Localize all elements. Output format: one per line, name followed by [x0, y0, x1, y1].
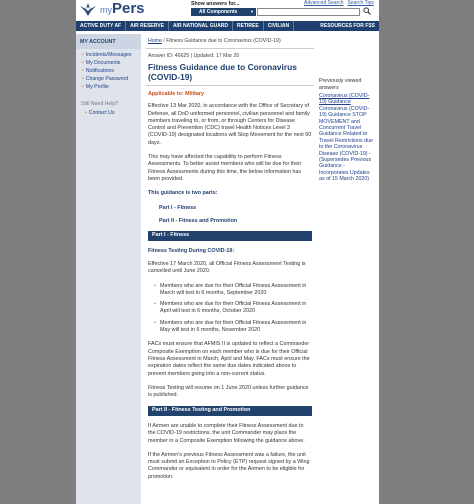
applicable-to: Applicable to: Military	[148, 91, 205, 97]
paragraph: FACs must ensure that AFMIS II is updated to reflect a Commander Composite Exemption on each member who is due for their Official Fitness Assessment in March, April and May. FACs must ensure the expiration dates reflect the same due dates indicated above to prevent members going into a non-current status.	[148, 341, 310, 377]
breadcrumb-home[interactable]: Home	[148, 38, 162, 44]
toc-part2-link[interactable]: Part II - Fitness and Promotion	[159, 217, 238, 224]
bullet-icon: •	[82, 52, 84, 58]
my-account-title: MY ACCOUNT	[76, 34, 141, 49]
sidebar-item-change-password[interactable]	[82, 75, 138, 83]
sidebar-item-notifications[interactable]	[82, 67, 138, 75]
paragraph: Fitness Testing will resume on 1 June 2020 unless further guidance is published.	[148, 384, 309, 399]
search-links	[304, 0, 378, 6]
nav-air-reserve[interactable]: AIR RESERVE	[126, 21, 169, 31]
part1-subheading: Fitness Testing During COVID-19:	[148, 247, 235, 254]
sidebar-item-label: My Profile	[85, 84, 109, 90]
account-links	[76, 49, 141, 91]
page-container	[76, 0, 379, 504]
search-scope-value: All Components	[199, 9, 238, 15]
nav-retiree[interactable]: RETIREE	[233, 21, 264, 31]
answer-meta: Answer ID: 46625 | Updated: 17 Mar 20	[148, 53, 240, 59]
answer-body	[146, 86, 314, 481]
paragraph: If the Airmen's previous Fitness Assessment was a failure, the unit must submit an Exception to Policy (ETP) request signed by a Wing Commander or equivalent in order for the Airmen to be eligible for promotion.	[148, 451, 310, 480]
paragraph: Effective 17 March 2020, all Official Fitness Assessment Testing is cancelled until June 2020.	[148, 260, 306, 275]
bullet-icon: •	[82, 68, 84, 74]
sidebar-item-label: My Documents	[85, 60, 121, 66]
search-icon[interactable]	[361, 7, 372, 17]
list-item: • Members who are due for their Official Fitness Assessment in March will test in 6 months, September 2020	[160, 283, 312, 298]
nav-air-national-guard[interactable]: AIR NATIONAL GUARD	[169, 21, 233, 31]
previously-viewed-title: Previously viewed answers	[319, 78, 362, 91]
bullet-icon: •	[85, 110, 87, 116]
air-force-wings-icon[interactable]	[78, 0, 98, 18]
nav-active-duty[interactable]: ACTIVE DUTY AF	[76, 21, 126, 31]
list-item: • Members who are due for their Official Fitness Assessment in April will test in 6 months, October 2020	[160, 301, 312, 316]
parts-intro: This guidance is two parts:	[148, 190, 218, 197]
answer-main	[146, 36, 314, 504]
previously-viewed-panel	[319, 78, 375, 183]
part1-header: Part I - Fitness	[148, 231, 312, 241]
top-header	[76, 0, 379, 21]
contact-label: Contact Us	[88, 110, 115, 116]
search-scope-label: Show answers for...	[191, 1, 240, 7]
bullet-icon: •	[82, 76, 84, 82]
contact-us-link[interactable]	[76, 109, 141, 117]
search-scope-select[interactable]	[191, 8, 256, 16]
sidebar-item-label: Incidents/Messages	[85, 52, 132, 58]
bullet-icon: •	[82, 84, 84, 90]
nav-resources-fss[interactable]: RESOURCES FOR FSS	[320, 23, 375, 29]
paragraph: If Airmen are unable to complete their Fitness Assessment due to the COVID-19 restrictions, the unit Commander may place the member in a Composite Exemption following the guidance above.	[148, 422, 305, 444]
sidebar-item-documents[interactable]	[82, 59, 138, 67]
main-nav	[76, 21, 379, 31]
toc-part1-link[interactable]: Part I - Fitness	[159, 204, 197, 211]
advanced-search-link[interactable]: Advanced Search	[304, 0, 344, 6]
sidebar-item-label: Change Password	[85, 76, 129, 82]
previously-viewed-list	[319, 93, 375, 183]
breadcrumb	[146, 36, 314, 49]
search-tips-link[interactable]: Search Tips	[347, 0, 374, 6]
logo-name: Pers	[112, 0, 145, 17]
logo-prefix: my	[100, 5, 112, 15]
sidebar-item-incidents[interactable]	[82, 51, 138, 59]
previously-viewed-link[interactable]: Coronavirus (COVID-19) Guidance STOP MOVEMENT and Concurrent Travel Guidance Related to Travel Restrictions due to the Coronavirus Disease (COVID-19) - (Supersedes Previous Guidance - Incorporates Updates as of 15 March 2020)	[319, 105, 373, 183]
chevron-down-icon: ▼	[250, 9, 254, 14]
breadcrumb-separator: /	[163, 38, 165, 44]
paragraph: This may have affected the capability to perform Fitness Assessments. To better assist members who will be due for their Fitness Assessments during this time, the below information has been provided.	[148, 154, 302, 182]
schedule-list	[148, 283, 312, 335]
nav-civilian[interactable]: CIVILIAN	[264, 21, 294, 31]
help-heading: Still Need Help?	[81, 101, 119, 107]
bullet-icon: •	[82, 60, 84, 66]
page-title: Fitness Guidance due to Coronavirus (COVID-19)	[146, 61, 314, 86]
list-item: • Members who are due for their Official Fitness Assessment in May will test in 6 months, November 2020	[160, 320, 312, 335]
previously-viewed-link[interactable]: Coronavirus (COVID-19) Guidance	[319, 93, 370, 106]
paragraph: Effective 13 Mar 2020, in accordance with the Office of Secretary of Defense, all DoD uniformed personnel, civilian personnel and family members traveling to, or from, or through Centers for Disease Control and Prevention (CDC) travel Health Notices Level 3 (COVID-19) designated locations will Stop Movement for the next 60 days.	[148, 103, 312, 146]
account-sidebar	[76, 34, 141, 504]
mypers-logo[interactable]	[100, 0, 145, 19]
breadcrumb-current: Fitness Guidance due to Coronavirus (COVID-19)	[166, 38, 281, 44]
sidebar-item-profile[interactable]	[82, 83, 138, 91]
sidebar-item-label: Notifications	[85, 68, 115, 74]
search-input[interactable]	[257, 8, 360, 16]
part2-header: Part II - Fitness Testing and Promotion	[148, 406, 312, 416]
